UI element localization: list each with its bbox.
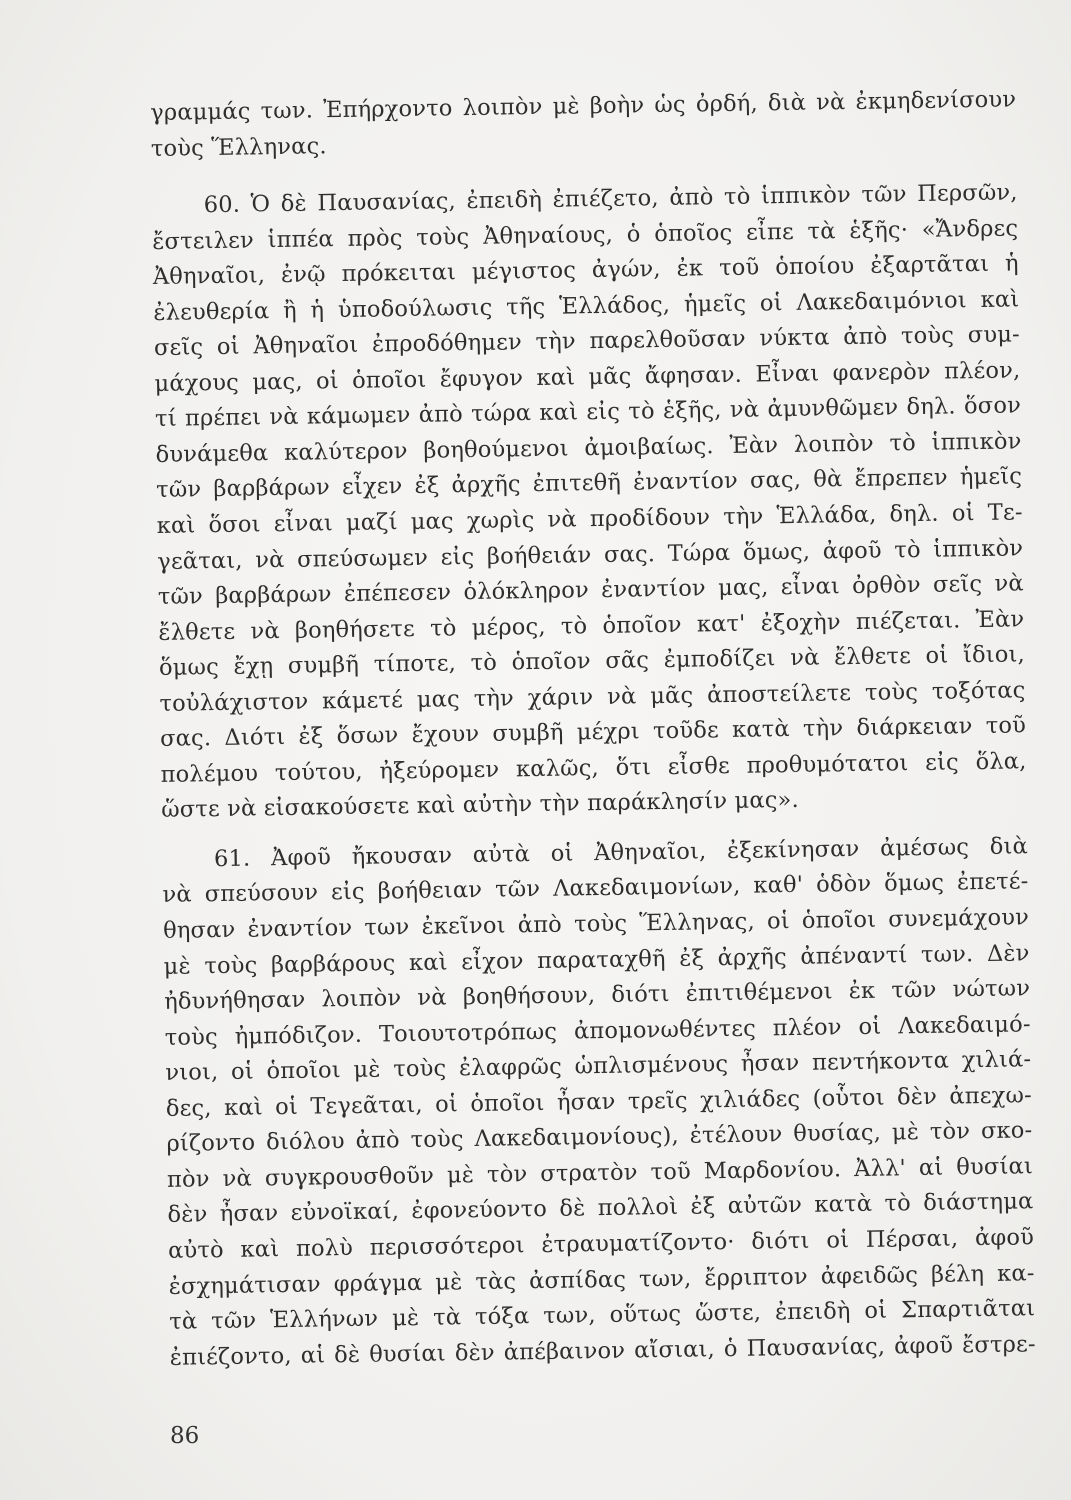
text-line: τὰ τῶν Ἑλλήνων μὲ τὰ τόξα των, οὕτως ὥστε, ἐπειδὴ οἱ Σπαρτιᾶται — [169, 1295, 1036, 1335]
text-line: δες, καὶ οἱ Τεγεᾶται, οἱ ὁποῖοι ἦσαν τρεῖς χιλιάδες (οὗτοι δὲν ἀπεχω- — [165, 1082, 1033, 1122]
text-line: μὲ τοὺς βαρβάρους καὶ εἶχον παραταχθῆ ἐξ ἀρχῆς ἀπέναντί των. Δὲν — [163, 939, 1030, 980]
text-line: πὸν νὰ συγκρουσθοῦν μὲ τὸν στρατὸν τοῦ Μαρδονίου. Ἀλλ' αἱ θυσίαι — [166, 1153, 1034, 1193]
text-line: αὐτὸ καὶ πολὺ περισσότεροι ἐτραυματίζοντο· διότι οἱ Πέρσαι, ἀφοῦ — [167, 1224, 1035, 1264]
section-60-first-line: 60. Ὁ δὲ Παυσανίας, ἐπειδὴ ἐπιέζετο, ἀπὸ τὸ ἱππικὸν τῶν Περσῶν, — [203, 179, 1018, 219]
section-61-first-line: 61. Ἀφοῦ ἤκουσαν αὐτὰ οἱ Ἀθηναῖοι, ἐξεκίνησαν ἀμέσως διὰ — [213, 833, 1029, 873]
text-line: ἠδυνήθησαν λοιπὸν νὰ βοηθήσουν, διότι ἐπιτιθέμενοι ἐκ τῶν νώτων — [164, 975, 1031, 1016]
text-line: γεᾶται, νὰ σπεύσωμεν εἰς βοήθειάν σας. Τώρα ὅμως, ἀφοῦ τὸ ἱππικὸν — [157, 534, 1024, 575]
text-line: πολέμου τούτου, ἠξεύρομεν καλῶς, ὅτι εἶσθε προθυμότατοι εἰς ὅλα, — [160, 748, 1027, 788]
text-line: θησαν ἐναντίον των ἐκεῖνοι ἀπὸ τοὺς Ἕλληνας, οἱ ὁποῖοι συνεμάχουν — [162, 904, 1030, 944]
text-line: καὶ ὅσοι εἶναι μαζί μας χωρὶς νὰ προδίδουν τὴν Ἑλλάδα, δηλ. οἱ Τε- — [156, 499, 1023, 539]
text-line: τῶν βαρβάρων εἶχεν ἐξ ἀρχῆς ἐπιτεθῆ ἐναντίον σας, θὰ ἔπρεπεν ἡμεῖς — [155, 463, 1023, 504]
text-line: ἐσχημάτισαν φράγμα μὲ τὰς ἀσπίδας των, ἔρριπτον ἀφειδῶς βέλη κα- — [168, 1259, 1035, 1300]
text-line: δὲν ἦσαν εὐνοϊκαί, ἐφονεύοντο δὲ πολλοὶ ἐξ αὐτῶν κατὰ τὸ διάστημα — [167, 1188, 1034, 1229]
text-line: ὅμως ἔχῃ συμβῆ τίποτε, τὸ ὁποῖον σᾶς ἐμποδίζει νὰ ἔλθετε οἱ ἴδιοι, — [158, 641, 1026, 682]
text-line: νιοι, οἱ ὁποῖοι μὲ τοὺς ἐλαφρῶς ὡπλισμένους ἦσαν πεντήκοντα χιλιά- — [165, 1046, 1032, 1087]
text-line: μάχους μας, οἱ ὁποῖοι ἔφυγον καὶ μᾶς ἄφησαν. Εἶναι φανερὸν πλέον, — [154, 357, 1021, 397]
text-line: σας. Διότι ἐξ ὅσων ἔχουν συμβῆ μέχρι τοῦδε κατὰ τὴν διάρκειαν τοῦ — [159, 712, 1027, 753]
page-number: 86 — [170, 1423, 200, 1449]
body-text — [150, 82, 1036, 1376]
text-line: τοὺς ἠμπόδιζον. Τοιουτοτρόπως ἀπομονωθέντες πλέον οἱ Λακεδαιμό- — [164, 1010, 1031, 1051]
text-line: ἔστειλεν ἱππέα πρὸς τοὺς Ἀθηναίους, ὁ ὁποῖος εἶπε τὰ ἑξῆς· «Ἄνδρες — [152, 215, 1019, 255]
text-line: τῶν βαρβάρων ἐπέπεσεν ὁλόκληρον ἐναντίον μας, εἶναι ὀρθὸν σεῖς νὰ — [157, 570, 1024, 611]
text-line: Ἀθηναῖοι, ἐνῷ πρόκειται μέγιστος ἀγών, ἐκ τοῦ ὁποίου ἐξαρτᾶται ἡ — [152, 250, 1019, 291]
text-line: ἐλευθερία ἢ ἡ ὑποδούλωσις τῆς Ἑλλάδος, ἡμεῖς οἱ Λακεδαιμόνιοι καὶ — [153, 286, 1020, 326]
text-line: ὥστε νὰ εἰσακούσετε καὶ αὐτὴν τὴν παράκλησίν μας». — [161, 787, 800, 824]
text-line: ἔλθετε νὰ βοηθήσετε τὸ μέρος, τὸ ὁποῖον κατ' ἐξοχὴν πιέζεται. Ἐὰν — [158, 605, 1025, 646]
text-line: ἐπιέζοντο, αἱ δὲ θυσίαι δὲν ἀπέβαινον αἴσιαι, ὁ Παυσανίας, ἀφοῦ ἔστρε- — [169, 1330, 1036, 1371]
text-line: τοὐλάχιστον κάμετέ μας τὴν χάριν νὰ μᾶς ἀποστείλετε τοὺς τοξότας — [159, 677, 1026, 717]
text-line: τί πρέπει νὰ κάμωμεν ἀπὸ τώρα καὶ εἰς τὸ ἑξῆς, νὰ ἀμυνθῶμεν δηλ. ὅσον — [154, 392, 1022, 433]
text-line: δυνάμεθα καλύτερον βοηθούμενοι ἀμοιβαίως. Ἐὰν λοιπὸν τὸ ἱππικὸν — [155, 428, 1022, 468]
text-line: σεῖς οἱ Ἀθηναῖοι ἐπροδόθημεν τὴν παρελθοῦσαν νύκτα ἀπὸ τοὺς συμ- — [153, 321, 1021, 362]
text-line: τοὺς Ἕλληνας. — [150, 132, 327, 162]
text-line: νὰ σπεύσουν εἰς βοήθειαν τῶν Λακεδαιμονίων, καθ' ὁδὸν ὅμως ἐπετέ- — [162, 868, 1029, 909]
text-line: ρίζοντο διόλου ἀπὸ τοὺς Λακεδαιμονίους), ἐτέλουν θυσίας, μὲ τὸν σκο- — [166, 1117, 1033, 1158]
text-line: γραμμάς των. Ἐπήρχοντο λοιπὸν μὲ βοὴν ὡς ὀρδή, διὰ νὰ ἐκμηδενίσουν — [150, 86, 1017, 126]
